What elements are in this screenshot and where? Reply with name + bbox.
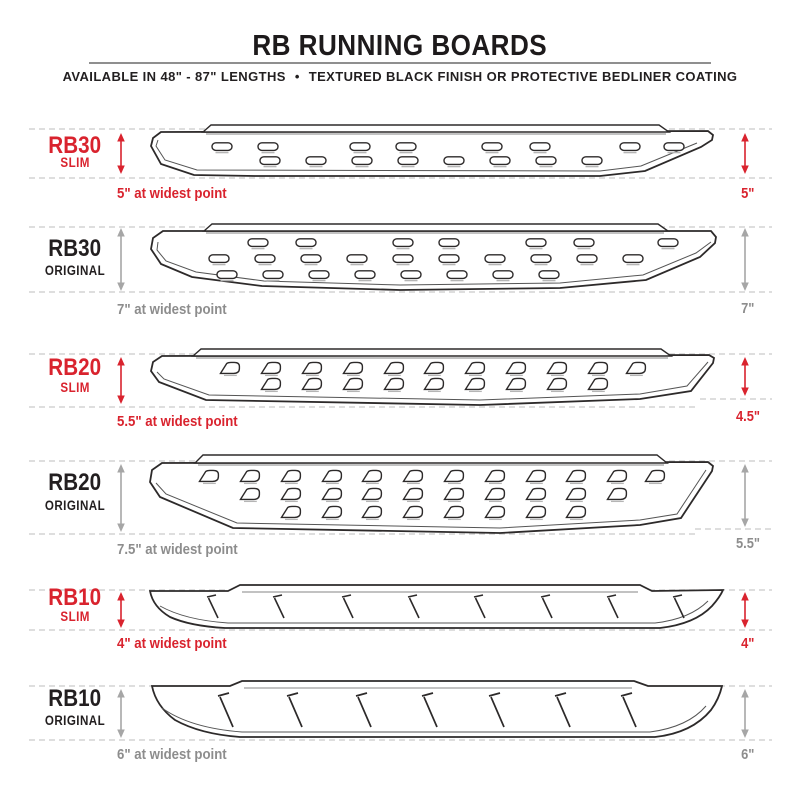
variant-label: ORIGINAL [44, 713, 106, 728]
model-label-rb30-original: RB30 [48, 235, 102, 262]
rb30-slim-board-drawing [151, 125, 713, 176]
model-label-rb10-slim: RB10 [48, 584, 102, 611]
variant-label: SLIM [60, 155, 90, 170]
widest-point-label: 6" at widest point [117, 746, 227, 763]
right-height-label: 5" [741, 185, 755, 202]
rb30-original-board-drawing [151, 224, 716, 290]
subtitle-finish: TEXTURED BLACK FINISH OR PROTECTIVE BEDLINER COATING [308, 69, 738, 84]
widest-point-label: 5" at widest point [117, 185, 227, 202]
row-rb10-original [29, 681, 772, 740]
row-rb10-slim [29, 585, 772, 630]
page-subtitle [0, 69, 800, 84]
widest-point-label: 7" at widest point [117, 301, 227, 318]
row-rb30-original [29, 224, 772, 292]
model-label-rb20-slim: RB20 [48, 354, 102, 381]
right-height-label: 7" [741, 300, 755, 317]
model-label-rb20-original: RB20 [48, 469, 102, 496]
right-height-label: 5.5" [735, 535, 761, 552]
bullet-separator: • [294, 69, 300, 84]
rb10-original-board-drawing [152, 681, 722, 737]
variant-label: ORIGINAL [44, 263, 106, 278]
variant-label: SLIM [60, 609, 90, 624]
right-height-label: 6" [741, 746, 755, 763]
row-rb20-slim [29, 349, 772, 407]
right-height-label: 4" [741, 635, 755, 652]
model-label-rb30-slim: RB30 [48, 132, 102, 159]
variant-label: ORIGINAL [44, 498, 106, 513]
model-label-rb10-original: RB10 [48, 685, 102, 712]
subtitle-availability: AVAILABLE IN 48" - 87" LENGTHS [62, 69, 286, 84]
title-underline [89, 62, 711, 64]
rb20-slim-board-drawing [151, 349, 714, 405]
row-rb20-original [29, 455, 772, 534]
widest-point-label: 7.5" at widest point [117, 541, 238, 558]
rb10-slim-board-drawing [150, 585, 723, 628]
rb20-original-board-drawing [150, 455, 713, 533]
page-title: RB RUNNING BOARDS [252, 30, 548, 62]
variant-label: SLIM [60, 380, 90, 395]
row-rb30-slim [29, 125, 772, 178]
widest-point-label: 5.5" at widest point [117, 413, 238, 430]
right-height-label: 4.5" [735, 408, 761, 425]
widest-point-label: 4" at widest point [117, 635, 227, 652]
